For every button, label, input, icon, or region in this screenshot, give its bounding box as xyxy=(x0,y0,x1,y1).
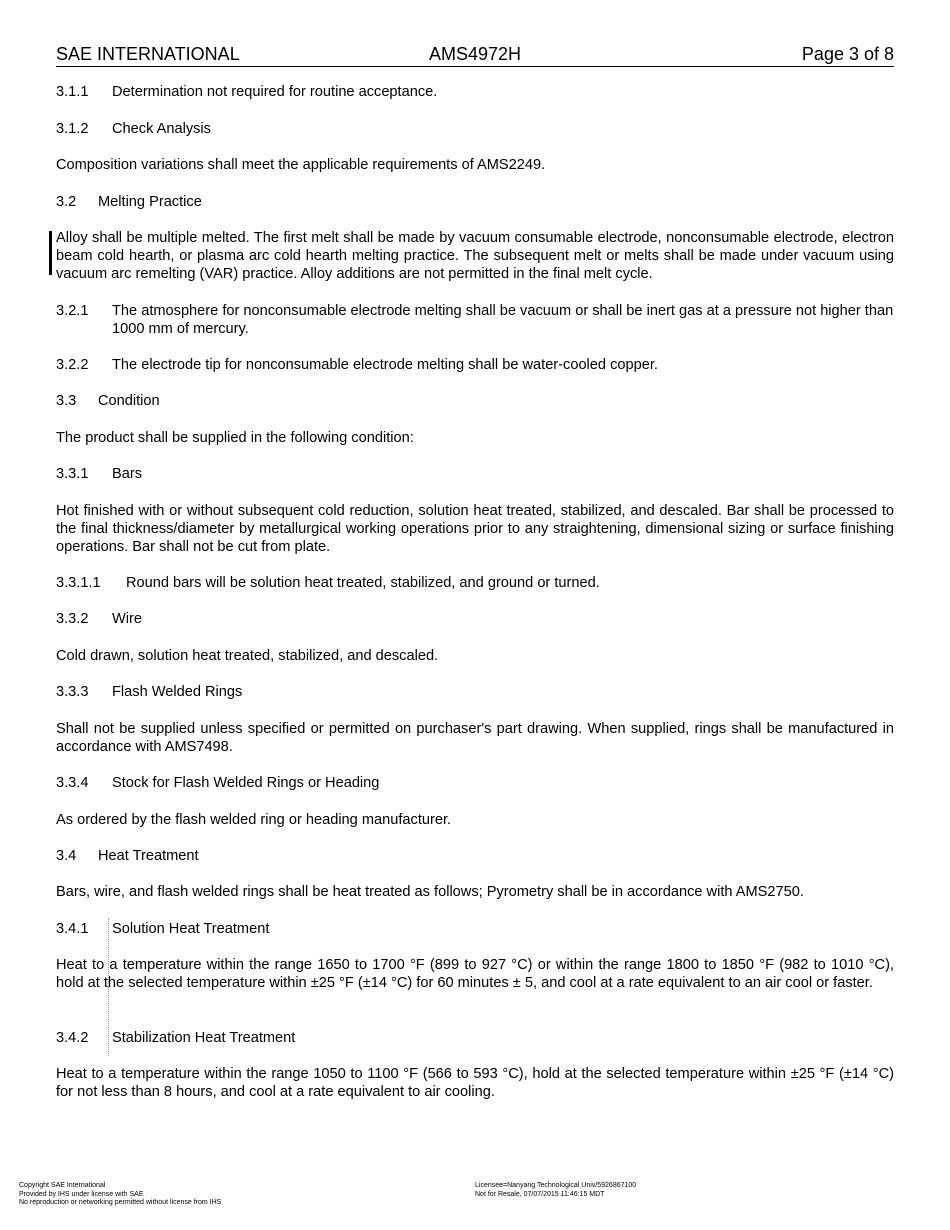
paragraph-3-4: Bars, wire, and flash welded rings shall be heat treated as follows; Pyrometry shall be in accordance with AMS2750. xyxy=(56,884,804,900)
paragraph-3-3-4: As ordered by the flash welded ring or heading manufacturer. xyxy=(56,812,452,828)
paragraph-3-3: The product shall be supplied in the following condition: xyxy=(56,430,414,446)
paragraph-3-3-1: Hot finished with or without subsequent cold reduction, solution heat treated, stabilized, and descaled. Bar shall be processed to the final thickness/diameter by metallurgical working operations prior to any straightening, dimensional sizing or surface finishing operations. Bar shall not be cut from plate. xyxy=(56,503,894,555)
clause-text: The atmosphere for nonconsumable electrode melting shall be vacuum or shall be inert gas at a pressure not higher than 1000 mm of mercury. xyxy=(112,303,894,337)
heading-number: 3.3 xyxy=(56,393,77,409)
heading-number: 3.3.3 xyxy=(56,684,89,700)
footer-line: No reproduction or networking permitted without license from IHS xyxy=(19,1199,222,1207)
heading-number: 3.4.2 xyxy=(56,1030,89,1046)
page-header xyxy=(56,44,894,67)
clause-text: Determination not required for routine acceptance. xyxy=(112,84,438,100)
footer-copyright xyxy=(19,1182,221,1208)
heading-number: 3.3.2 xyxy=(56,611,89,627)
heading-number: 3.3.4 xyxy=(56,775,89,791)
clause-number: 3.2.1 xyxy=(56,303,89,319)
heading-title: Check Analysis xyxy=(112,121,211,137)
footer-line: Licensee=Nanyang Technological Univ/5926867100 xyxy=(475,1182,637,1189)
clause-text: The electrode tip for nonconsumable electrode melting shall be water-cooled copper. xyxy=(112,357,658,373)
header-page-number: Page 3 of 8 xyxy=(801,44,894,64)
paragraph-3-1-2: Composition variations shall meet the applicable requirements of AMS2249. xyxy=(56,157,546,173)
paragraph-3-4-2: Heat to a temperature within the range 1050 to 1100 °F (566 to 593 °C), hold at the selected temperature within ±25 °F (±14 °C) for not less than 8 hours, and cool at a rate equivalent to air cooling. xyxy=(56,1066,894,1100)
header-organization: SAE INTERNATIONAL xyxy=(56,44,240,64)
heading-title: Flash Welded Rings xyxy=(112,684,243,700)
heading-title: Melting Practice xyxy=(98,194,202,210)
paragraph-3-3-2: Cold drawn, solution heat treated, stabilized, and descaled. xyxy=(56,648,439,664)
footer-line: Not for Resale, 07/07/2015 11:46:15 MDT xyxy=(475,1190,605,1198)
header-document-number: AMS4972H xyxy=(429,44,522,64)
heading-title: Stabilization Heat Treatment xyxy=(112,1030,296,1046)
clause-text: Round bars will be solution heat treated, stabilized, and ground or turned. xyxy=(126,575,600,591)
revision-change-bar xyxy=(49,231,52,275)
clause-number: 3.3.1.1 xyxy=(56,575,101,591)
footer-line: Copyright SAE International xyxy=(19,1182,106,1189)
paragraph-3-2: Alloy shall be multiple melted. The first melt shall be made by vacuum consumable electrode, nonconsumable electrode, electron beam cold hearth, or plasma arc cold hearth melting practice. The subsequent melt or melts shall be made under vacuum using vacuum arc remelting (VAR) practice. Alloy additions are not permitted in the final melt cycle. xyxy=(56,230,894,282)
heading-title: Heat Treatment xyxy=(98,848,199,864)
footer-line: Provided by IHS under license with SAE xyxy=(19,1190,144,1198)
heading-number: 3.2 xyxy=(56,194,77,210)
heading-title: Solution Heat Treatment xyxy=(112,921,270,937)
paragraph-3-4-1: Heat to a temperature within the range 1650 to 1700 °F (899 to 927 °C) or within the range 1800 to 1850 °F (982 to 1010 °C), hold at the selected temperature within ±25 °F (±14 °C) for 60 minutes ± 5, and cool at a rate equivalent to an air cool or faster. xyxy=(56,957,894,991)
heading-title: Stock for Flash Welded Rings or Heading xyxy=(112,775,380,791)
heading-number: 3.4.1 xyxy=(56,921,89,937)
footer-license xyxy=(475,1182,636,1199)
heading-title: Bars xyxy=(112,466,143,482)
heading-number: 3.1.2 xyxy=(56,121,89,137)
heading-number: 3.4 xyxy=(56,848,77,864)
heading-number: 3.3.1 xyxy=(56,466,89,482)
clause-number: 3.1.1 xyxy=(56,84,89,100)
heading-title: Wire xyxy=(112,611,142,627)
heading-title: Condition xyxy=(98,393,160,409)
paragraph-3-3-3: Shall not be supplied unless specified or permitted on purchaser's part drawing. When supplied, rings shall be manufactured in accordance with AMS7498. xyxy=(56,721,894,755)
clause-number: 3.2.2 xyxy=(56,357,89,373)
